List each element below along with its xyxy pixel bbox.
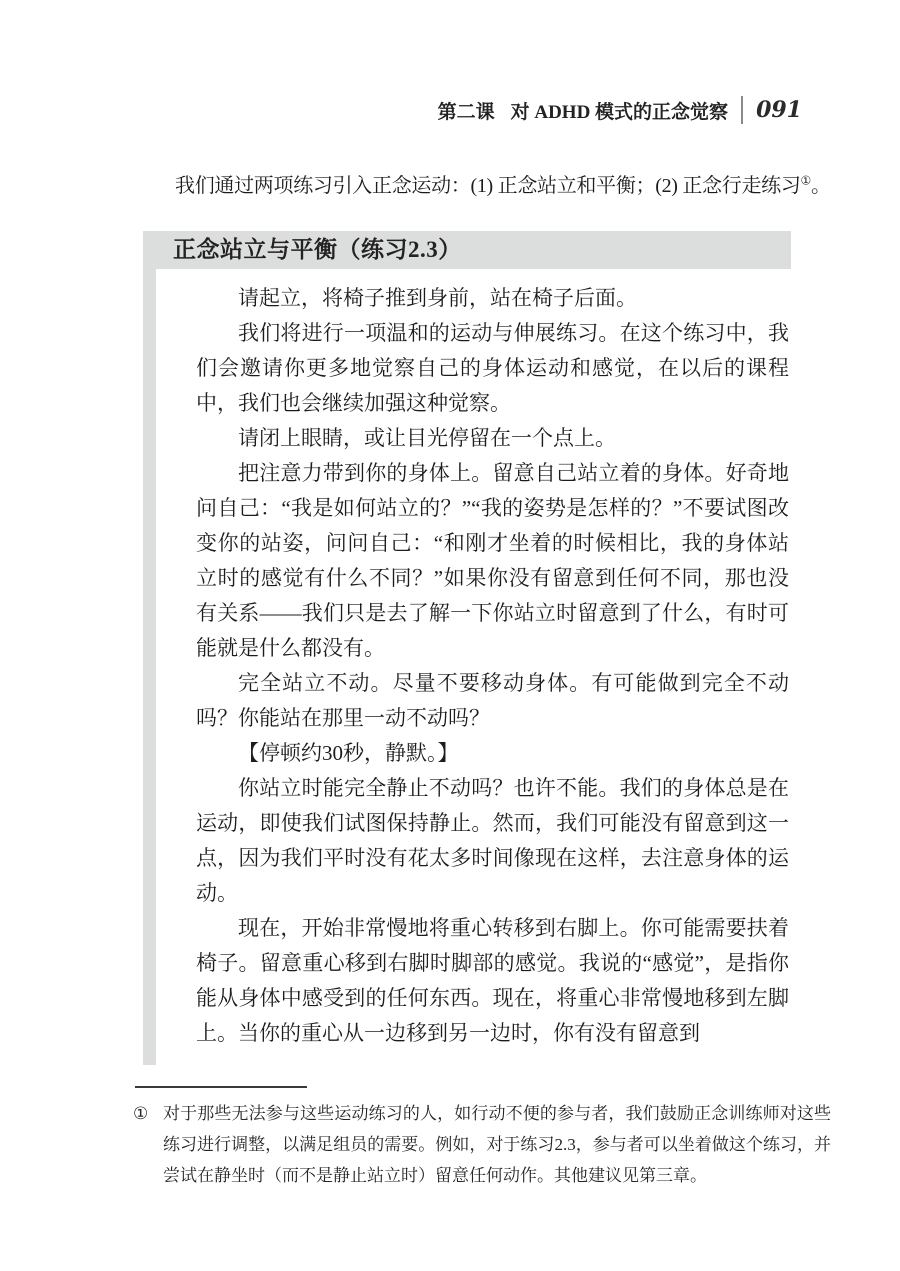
footnote-marker: ① xyxy=(133,1104,149,1123)
header-divider xyxy=(741,96,743,124)
exercise-paragraph: 你站立时能完全静止不动吗？也许不能。我们的身体总是在运动，即使我们试图保持静止。然而，我们可能没有留意到这一点，因为我们平时没有花太多时间像现在这样，去注意身体的运动。 xyxy=(196,776,789,905)
chapter-label: 第二课 xyxy=(437,101,495,123)
footnote-text xyxy=(133,1098,831,1191)
exercise-paragraph: 【停顿约30秒，静默。】 xyxy=(238,741,459,765)
intro-text: 我们通过两项练习引入正念运动：(1) 正念站立和平衡；(2) 正念行走练习 xyxy=(175,175,801,197)
page-number: 091 xyxy=(756,97,802,123)
exercise-box xyxy=(143,231,791,1065)
exercise-paragraph: 把注意力带到你的身体上。留意自己站立着的身体。好奇地问自己：“我是如何站立的？”“我的姿势是怎样的？”不要试图改变你的站姿，问问自己：“和刚才坐着的时候相比，我的身体站立时的感觉有什么不同？”如果你没有留意到任何不同，那也没有关系——我们只是去了解一下你站立时留意到了什么，有时可能就是什么都没有。 xyxy=(196,461,789,660)
exercise-paragraph: 请起立，将椅子推到身前，站在椅子后面。 xyxy=(238,286,637,310)
page-header xyxy=(0,96,802,124)
exercise-body xyxy=(143,269,791,1065)
exercise-paragraph: 完全站立不动。尽量不要移动身体。有可能做到完全不动吗？你能站在那里一动不动吗？ xyxy=(196,671,789,730)
section-title: 对 ADHD 模式的正念觉察 xyxy=(510,101,729,123)
intro-paragraph xyxy=(135,170,831,202)
exercise-paragraph: 我们将进行一项温和的运动与伸展练习。在这个练习中，我们会邀请你更多地觉察自己的身体运动和感觉，在以后的课程中，我们也会继续加强这种觉察。 xyxy=(196,321,789,415)
footnote-separator xyxy=(135,1086,307,1088)
footnote-reference: ① xyxy=(800,173,812,188)
exercise-title-bar: 正念站立与平衡（练习2.3） xyxy=(143,231,791,269)
exercise-paragraph: 请闭上眼睛，或让目光停留在一个点上。 xyxy=(238,426,616,450)
exercise-paragraph: 现在，开始非常慢地将重心转移到右脚上。你可能需要扶着椅子。留意重心移到右脚时脚部的感觉。我说的“感觉”，是指你能从身体中感受到的任何东西。现在，将重心非常慢地移到左脚上。当你的重心从一边移到另一边时，你有没有留意到 xyxy=(196,916,789,1045)
footnote-body: 对于那些无法参与这些运动练习的人，如行动不便的参与者，我们鼓励正念训练师对这些练习进行调整，以满足组员的需要。例如，对于练习2.3，参与者可以坐着做这个练习，并尝试在静坐时（而不是静止站立时）留意任何动作。其他建议见第三章。 xyxy=(163,1104,831,1185)
intro-period: 。 xyxy=(811,175,831,197)
